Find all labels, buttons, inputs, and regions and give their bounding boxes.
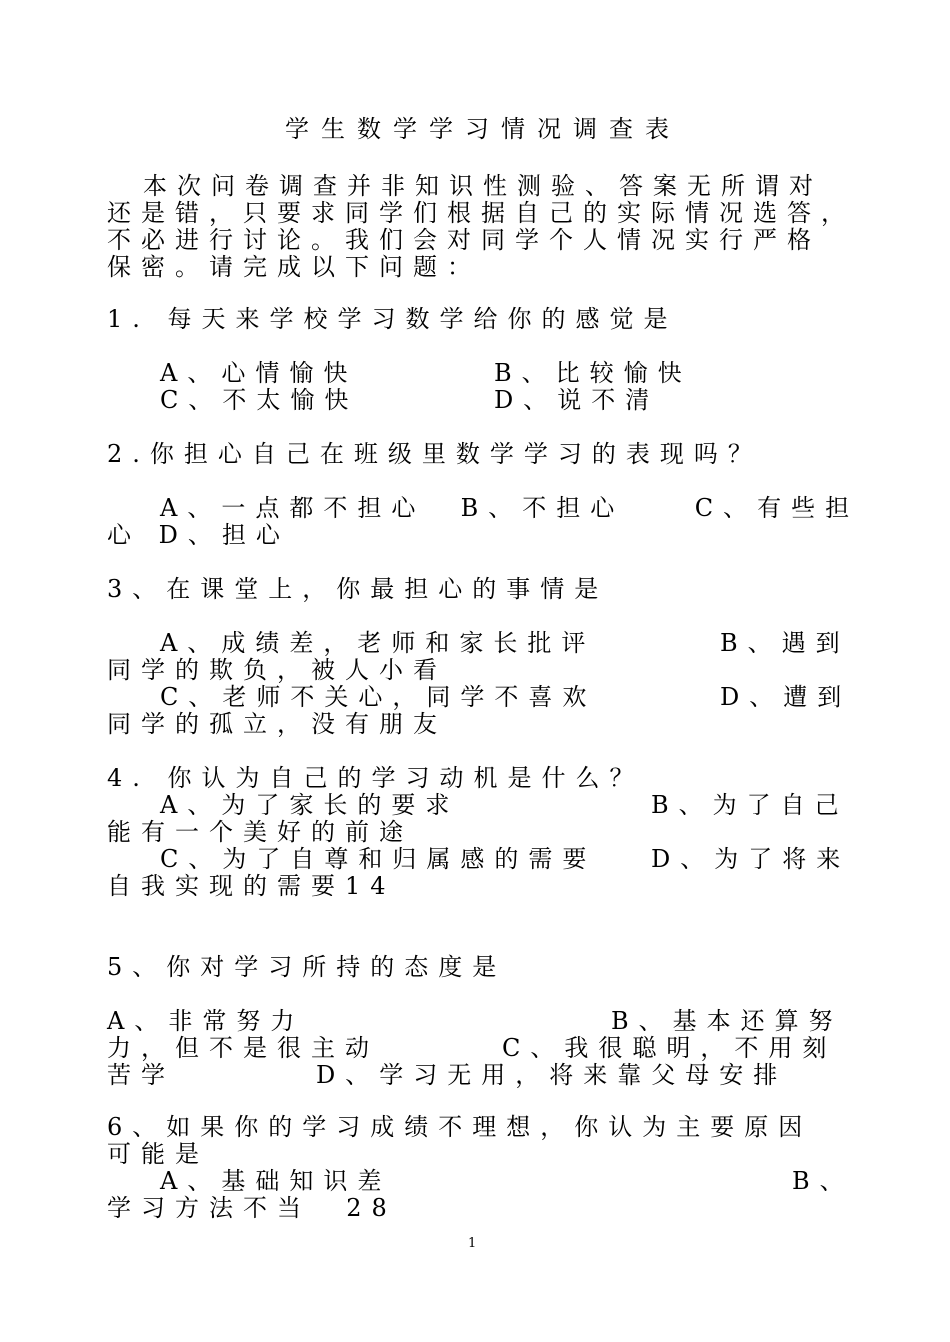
q4-option-b: B、为了自己 [651,791,849,819]
page-number: 1 [468,1236,477,1251]
question-6-cont: 可能是 [107,1140,209,1168]
q5-option-d: D、学习无用，将来靠父母安排 [316,1061,788,1089]
q4-option-d: D、为了将来 [651,845,851,873]
q4-option-c: C、为了自尊和归属感的需要 [160,845,597,873]
question-2: 2.你担心自己在班级里数学学习的表现吗？ [107,440,762,468]
q4-option-a: A、为了家长的要求 [160,791,460,819]
q5-option-b: B、基本还算努 [611,1007,843,1035]
q3-option-a: A、成绩差，老师和家长批评 [160,629,596,657]
intro-line-3: 不必进行讨论。我们会对同学个人情况实行严格 [107,226,821,254]
q2-options-line-1: A、一点都不担心 B、不担心 C、有些担 [160,494,860,522]
q1-option-b: B、比较愉快 [494,359,692,387]
page-title: 学生数学学习情况调查表 [285,115,681,143]
question-3: 3、在课堂上，你最担心的事情是 [107,575,609,603]
q1-option-c: C、不太愉快 [160,386,359,414]
question-5: 5、你对学习所持的态度是 [107,953,507,981]
q6-option-b: B、 [792,1167,854,1195]
q2-options-line-2: 心 D、担心 [107,521,290,549]
intro-line-1: 本次问卷调查并非知识性测验、答案无所谓对 [143,172,823,200]
intro-line-2: 还是错，只要求同学们根据自己的实际情况选答， [107,199,855,227]
q1-option-d: D、说不清 [494,386,660,414]
q5-line-3: 苦学 [107,1061,175,1089]
q5-option-a: A、非常努力 [107,1007,305,1035]
question-6: 6、如果你的学习成绩不理想，你认为主要原因 [107,1113,813,1141]
q4-line-2: 能有一个美好的前途 [107,818,413,846]
q4-line-4: 自我实现的需要14 [107,872,396,900]
q3-option-b: B、遇到 [720,629,850,657]
q3-option-c: C、老师不关心，同学不喜欢 [160,683,597,711]
q3-option-d: D、遭到 [720,683,852,711]
question-1: 1. 每天来学校学习数学给你的感觉是 [107,305,678,333]
q5-option-c: C、我很聪明，不用刻 [502,1034,837,1062]
q6-option-a: A、基础知识差 [160,1167,392,1195]
q3-line-2: 同学的欺负，被人小看 [107,656,447,684]
intro-line-4: 保密。请完成以下问题： [107,253,481,281]
q6-line-2: 学习方法不当 28 [107,1194,397,1222]
q3-line-4: 同学的孤立，没有朋友 [107,710,447,738]
q1-option-a: A、心情愉快 [160,359,358,387]
question-4: 4. 你认为自己的学习动机是什么？ [107,764,644,792]
q5-line-2: 力，但不是很主动 [107,1034,379,1062]
